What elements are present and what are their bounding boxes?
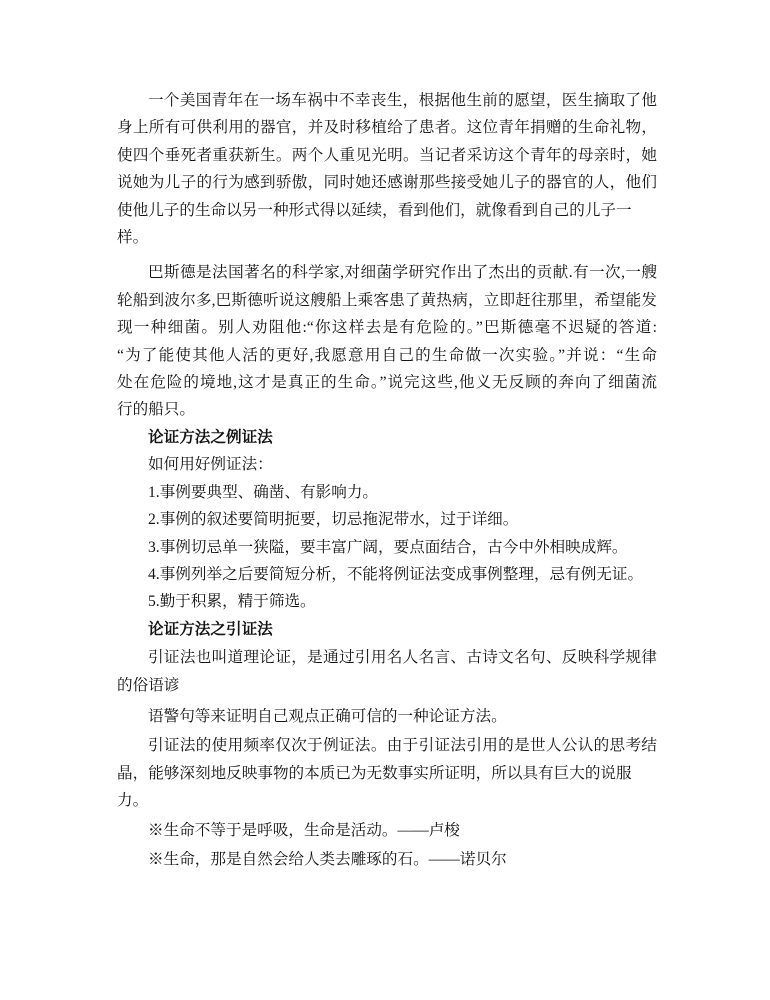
citation-method-heading: 论证方法之引证法 [148, 620, 273, 638]
list-item: 3.事例切忌单一狭隘，要丰富广阔，要点面结合，古今中外相映成辉。 [148, 538, 628, 556]
example-method-intro: 如何用好例证法： [148, 456, 273, 474]
pasteur-paragraph [117, 259, 657, 423]
paragraph-line: 现一种细菌。别人劝阻他:“你这样去是有危险的。”巴斯德毫不迟疑的答道: [117, 319, 657, 337]
paragraph-line: 身上所有可供利用的器官，并及时移植给了患者。这位青年捐赠的生命礼物， [117, 119, 657, 137]
paragraph-line: 行的船只。 [117, 401, 195, 419]
paragraph-line: 轮船到波尔多,巴斯德听说这艘船上乘客患了黄热病，立即赶往那里，希望能发 [117, 291, 657, 309]
quote-line: ※生命，那是自然会给人类去雕琢的石。——诺贝尔 [148, 850, 507, 868]
paragraph-line: 巴斯德是法国著名的科学家,对细菌学研究作出了杰出的贡献.有一次,一艘 [148, 264, 657, 282]
paragraph-line: 的俗语谚 [117, 676, 180, 694]
paragraph-line: 晶，能够深刻地反映事物的本质已为无数事实所证明，所以具有巨大的说服 [117, 764, 632, 782]
example-method-heading: 论证方法之例证法 [148, 428, 273, 446]
citation-frequency-paragraph [117, 732, 657, 814]
paragraph-line: 一个美国青年在一场车祸中不幸丧生，根据他生前的愿望，医生摘取了他 [148, 92, 657, 109]
paragraph-line: 说她为儿子的行为感到骄傲，同时她还感谢那些接受她儿子的器官的人，他们 [117, 174, 657, 192]
paragraph-line: 使他儿子的生命以另一种形式得以延续，看到他们，就像看到自己的儿子一 [117, 201, 632, 219]
list-item: 5.勤于积累，精于筛选。 [148, 593, 316, 611]
example-method-list [117, 479, 657, 616]
paragraph-line: 力。 [117, 792, 149, 810]
paragraph-line: 引证法的使用频率仅次于例证法。由于引证法引用的是世人公认的思考结 [148, 737, 657, 755]
document-body [117, 87, 657, 873]
paragraph-line: “为了能使其他人活的更好,我愿意用自己的生命做一次实验。”并说：“生命 [117, 346, 657, 364]
paragraph-line: 样。 [117, 229, 149, 247]
list-item: 2.事例的叙述要简明扼要，切忌拖泥带水，过于详细。 [148, 511, 519, 529]
paragraph-line: 引证法也叫道理论证，是通过引用名人名言、古诗文名句、反映科学规律 [148, 649, 657, 667]
quote-line: ※生命不等于是呼吸，生命是活动。——卢梭 [148, 821, 460, 839]
list-item: 4.事例列举之后要简短分析，不能将例证法变成事例整理，忌有例无证。 [148, 565, 644, 583]
organ-donor-paragraph [117, 87, 657, 251]
paragraph-line: 处在危险的境地,这才是真正的生命。”说完这些,他义无反顾的奔向了细菌流 [117, 374, 657, 392]
citation-definition-continuation: 语警句等来证明自己观点正确可信的一种论证方法。 [148, 707, 507, 725]
list-item: 1.事例要典型、确凿、有影响力。 [148, 483, 379, 501]
paragraph-line: 使四个垂死者重获新生。两个人重见光明。当记者采访这个青年的母亲时，她 [117, 146, 657, 164]
citation-definition-paragraph [117, 644, 657, 699]
